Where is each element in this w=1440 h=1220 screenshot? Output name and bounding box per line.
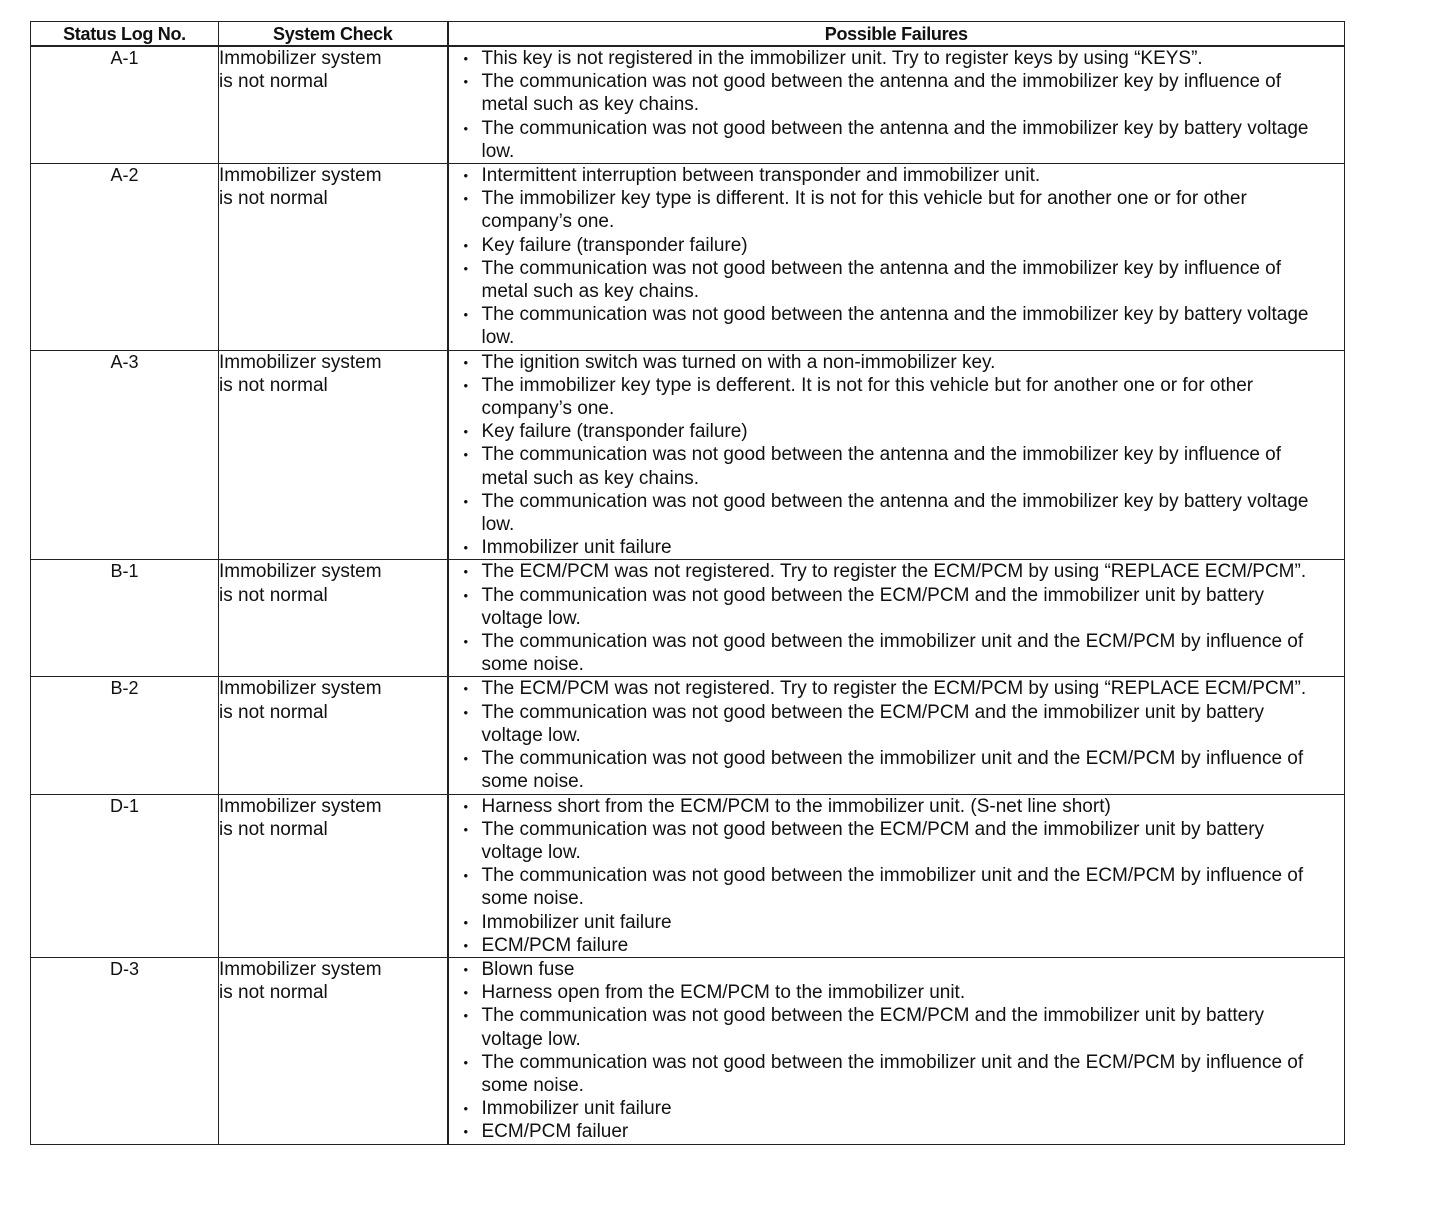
- failure-item: • Key failure (transponder failure): [461, 420, 1345, 443]
- table-body: [31, 46, 1345, 1144]
- table-row: [31, 794, 1345, 957]
- table-row: [31, 350, 1345, 560]
- failure-item: • The communication was not good between the antenna and the immobilizer key by influence of metal such as key chains.: [461, 70, 1345, 116]
- system-check-cell: Immobilizer system is not normal: [219, 560, 448, 677]
- failure-item: • The communication was not good between the immobilizer unit and the ECM/PCM by influence of some noise.: [461, 747, 1345, 793]
- status-log-table: [30, 21, 1345, 1145]
- possible-failures-cell: [448, 560, 1345, 677]
- status-log-no-cell: A-3: [31, 350, 219, 560]
- failure-item: • The communication was not good between the antenna and the immobilizer key by battery voltage low.: [461, 117, 1345, 163]
- failure-item: • The immobilizer key type is different. It is not for this vehicle but for another one or for other company’s one.: [461, 187, 1345, 233]
- table-row: [31, 164, 1345, 351]
- system-check-cell: Immobilizer system is not normal: [219, 164, 448, 351]
- failure-item: • The communication was not good between the antenna and the immobilizer key by influence of metal such as key chains.: [461, 257, 1345, 303]
- failure-item: • Key failure (transponder failure): [461, 234, 1345, 257]
- failure-item: • The communication was not good between the immobilizer unit and the ECM/PCM by influence of some noise.: [461, 1051, 1345, 1097]
- failure-list: [461, 958, 1345, 1144]
- system-check-cell: Immobilizer system is not normal: [219, 677, 448, 794]
- failure-item: • Immobilizer unit failure: [461, 536, 1345, 559]
- failure-list: [461, 164, 1345, 350]
- failure-item: • The ECM/PCM was not registered. Try to register the ECM/PCM by using “REPLACE ECM/PCM”.: [461, 560, 1345, 583]
- failure-list: [461, 47, 1345, 163]
- failure-item: • The communication was not good between the antenna and the immobilizer key by influence of metal such as key chains.: [461, 443, 1345, 489]
- status-log-no-cell: A-1: [31, 46, 219, 164]
- failure-list: [461, 560, 1345, 676]
- possible-failures-cell: [448, 164, 1345, 351]
- system-check-cell: Immobilizer system is not normal: [219, 794, 448, 957]
- failure-item: • The communication was not good between the immobilizer unit and the ECM/PCM by influence of some noise.: [461, 864, 1345, 910]
- table-row: [31, 46, 1345, 164]
- system-check-cell: Immobilizer system is not normal: [219, 46, 448, 164]
- failure-item: • The communication was not good between the antenna and the immobilizer key by battery voltage low.: [461, 490, 1345, 536]
- failure-list: [461, 677, 1345, 793]
- status-log-no-cell: D-1: [31, 794, 219, 957]
- failure-list: [461, 351, 1345, 560]
- failure-item: • ECM/PCM failure: [461, 934, 1345, 957]
- failure-item: • The communication was not good between the immobilizer unit and the ECM/PCM by influence of some noise.: [461, 630, 1345, 676]
- status-log-no-cell: D-3: [31, 957, 219, 1144]
- failure-item: • Harness open from the ECM/PCM to the immobilizer unit.: [461, 981, 1345, 1004]
- failure-item: • The communication was not good between the ECM/PCM and the immobilizer unit by battery voltage low.: [461, 701, 1345, 747]
- failure-item: • The immobilizer key type is defferent. It is not for this vehicle but for another one or for other company’s one.: [461, 374, 1345, 420]
- failure-item: • The communication was not good between the ECM/PCM and the immobilizer unit by battery voltage low.: [461, 1004, 1345, 1050]
- system-check-cell: Immobilizer system is not normal: [219, 350, 448, 560]
- failure-item: • This key is not registered in the immobilizer unit. Try to register keys by using “KEYS”.: [461, 47, 1345, 70]
- status-log-no-cell: B-1: [31, 560, 219, 677]
- failure-item: • The ECM/PCM was not registered. Try to register the ECM/PCM by using “REPLACE ECM/PCM”.: [461, 677, 1345, 700]
- table-row: [31, 560, 1345, 677]
- header-system-check: System Check: [219, 22, 448, 47]
- header-possible-failures: Possible Failures: [448, 22, 1345, 47]
- failure-item: • The ignition switch was turned on with a non-immobilizer key.: [461, 351, 1345, 374]
- system-check-cell: Immobilizer system is not normal: [219, 957, 448, 1144]
- table-row: [31, 677, 1345, 794]
- possible-failures-cell: [448, 794, 1345, 957]
- header-row: [31, 22, 1345, 47]
- status-log-no-cell: B-2: [31, 677, 219, 794]
- possible-failures-cell: [448, 46, 1345, 164]
- failure-item: • The communication was not good between the antenna and the immobilizer key by battery voltage low.: [461, 303, 1345, 349]
- failure-item: • The communication was not good between the ECM/PCM and the immobilizer unit by battery voltage low.: [461, 584, 1345, 630]
- header-status-log-no: Status Log No.: [31, 22, 219, 47]
- table-row: [31, 957, 1345, 1144]
- possible-failures-cell: [448, 957, 1345, 1144]
- possible-failures-cell: [448, 677, 1345, 794]
- failure-item: • ECM/PCM failuer: [461, 1120, 1345, 1143]
- failure-item: • Harness short from the ECM/PCM to the immobilizer unit. (S-net line short): [461, 795, 1345, 818]
- failure-item: • Immobilizer unit failure: [461, 1097, 1345, 1120]
- failure-item: • Immobilizer unit failure: [461, 911, 1345, 934]
- failure-item: • Blown fuse: [461, 958, 1345, 981]
- failure-item: • The communication was not good between the ECM/PCM and the immobilizer unit by battery voltage low.: [461, 818, 1345, 864]
- possible-failures-cell: [448, 350, 1345, 560]
- status-log-no-cell: A-2: [31, 164, 219, 351]
- failure-list: [461, 795, 1345, 957]
- failure-item: • Intermittent interruption between transponder and immobilizer unit.: [461, 164, 1345, 187]
